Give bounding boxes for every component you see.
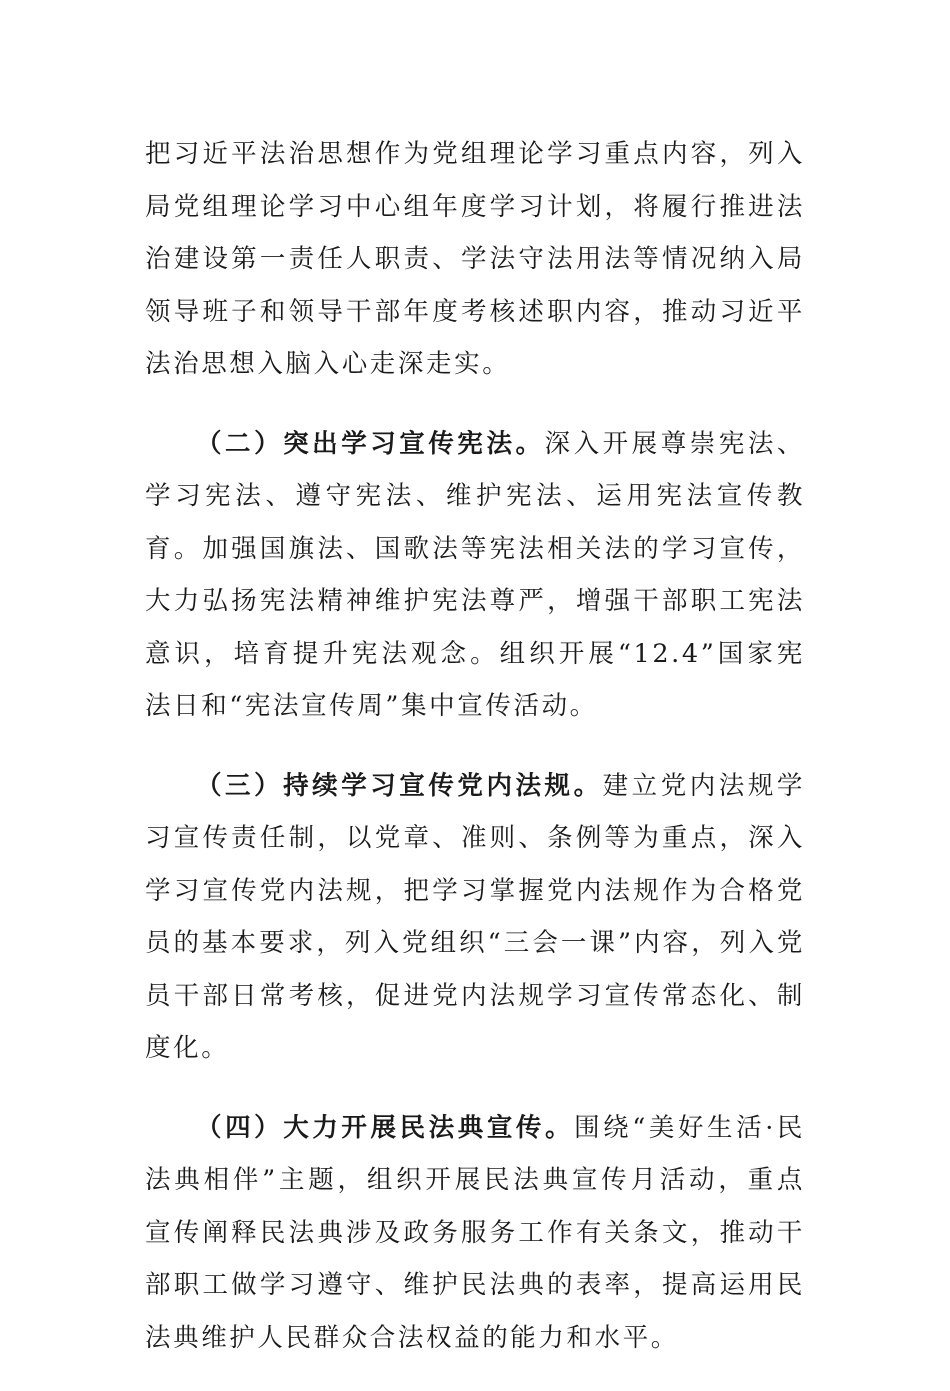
paragraph-body: 围绕“美好生活·民法典相伴”主题，组织开展民法典宣传月活动，重点宣传阐释民法典涉及政务服务工作有关条文，推动干部职工做学习遵守、维护民法典的表率，提高运用民法典维护人民群众合法权益的能力和水平。 [145, 1112, 805, 1353]
document-page [145, 128, 805, 1391]
paragraph-section-4 [145, 1102, 805, 1365]
paragraph-section-3 [145, 760, 805, 1075]
section-heading-3: （三）持续学习宣传党内法规。 [196, 770, 603, 801]
paragraph-body: 把习近平法治思想作为党组理论学习重点内容，列入局党组理论学习中心组年度学习计划，将履行推进法治建设第一责任人职责、学法守法用法等情况纳入局领导班子和领导干部年度考核述职内容，推动习近平法治思想入脑入心走深走实。 [145, 139, 805, 379]
section-heading-2: （二）突出学习宣传宪法。 [196, 428, 545, 459]
paragraph-continuation [145, 128, 805, 391]
paragraph-body: 建立党内法规学习宣传责任制，以党章、准则、条例等为重点，深入学习宣传党内法规，把学习掌握党内法规作为合格党员的基本要求，列入党组织“三会一课”内容，列入党员干部日常考核，促进党内法规学习宣传常态化、制度化。 [145, 770, 805, 1063]
paragraph-body: 深入开展尊崇宪法、学习宪法、遵守宪法、维护宪法、运用宪法宣传教育。加强国旗法、国歌法等宪法相关法的学习宣传，大力弘扬宪法精神维护宪法尊严，增强干部职工宪法意识，培育提升宪法观念。组织开展“12.4”国家宪法日和“宪法宣传周”集中宣传活动。 [145, 428, 806, 721]
section-heading-4: （四）大力开展民法典宣传。 [196, 1112, 575, 1143]
paragraph-section-2 [145, 418, 805, 733]
